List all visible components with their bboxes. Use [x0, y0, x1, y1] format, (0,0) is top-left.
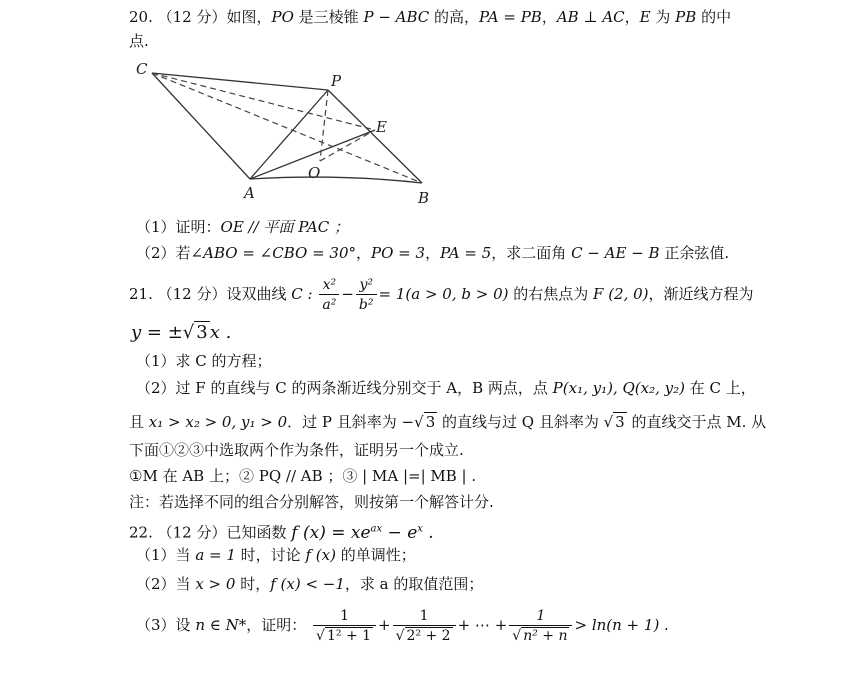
- q22-math: + ⋯ +: [457, 616, 508, 634]
- q20-part1: [136, 216, 349, 238]
- q21-text: ．过 P 且斜率为 −: [287, 413, 415, 431]
- q20-text: ，: [356, 244, 372, 262]
- edge-ca: [152, 73, 250, 179]
- q20-math: P − ABC: [363, 8, 430, 26]
- q22-part3: [136, 602, 669, 648]
- q21-text: 的直线交于点 M. 从: [626, 413, 767, 431]
- q20-text: ，: [425, 244, 441, 262]
- q21-text: 的直线与过 Q 且斜率为: [437, 413, 604, 431]
- q21-part1: （1）求 C 的方程；: [136, 352, 272, 370]
- q21-math: 3: [425, 413, 436, 431]
- q21-text: 且: [129, 413, 149, 431]
- q22-text: ，证明：: [246, 616, 307, 634]
- q22-math: a = 1: [195, 546, 236, 564]
- q22-part2: [136, 573, 483, 595]
- q21-frac-x: $\frac{\text{x²}}{\text{a²}}$: [319, 276, 339, 315]
- q20-text: 的中: [696, 8, 732, 26]
- q20-text: ，: [541, 8, 557, 26]
- q20-text: 的高，: [429, 8, 480, 26]
- q21-stem-line1: [129, 274, 754, 315]
- q20-part1-prefix: （1）证明：: [136, 218, 221, 236]
- q21-text: 设双曲线: [226, 285, 292, 303]
- q21-part2-line2: 且 x₁ > x₂ > 0, y₁ > 0．过 P 且斜率为 −√ 3 的直线与过 Q 且斜率为 √ 3 的直线交于点 M. 从: [129, 413, 767, 431]
- q21-part2-line1: [136, 377, 756, 399]
- q22-term3: $\frac{1}{\text{√ n² + n}}$: [509, 607, 572, 646]
- edge-ce-hidden: [152, 73, 375, 130]
- q22-math: +: [378, 616, 391, 634]
- q22-text: 时，讨论: [235, 546, 306, 564]
- label-a: A: [244, 184, 255, 202]
- q20-text: 如图，: [226, 8, 272, 26]
- q22-text: 已知函数: [226, 523, 292, 542]
- q22-math: > ln(n + 1) .: [574, 616, 669, 634]
- q22-term2: $\frac{1}{\text{√ 2² + 2}}$: [393, 607, 456, 646]
- q21-math: 3: [196, 322, 208, 343]
- q21-math: = 1(a > 0, b > 0): [378, 285, 509, 303]
- q20-text: ，: [624, 8, 640, 26]
- q22-math: n ∈ N*: [195, 616, 247, 634]
- q21-text: （2）过 F 的直线与 C 的两条渐近线分别交于 A，B 两点，点: [136, 379, 553, 397]
- q22-part1: [136, 544, 416, 566]
- q21-math: P(x₁, y₁), Q(x₂, y₂): [552, 379, 685, 397]
- q21-math: C :: [291, 285, 313, 303]
- q21-text: 的右焦点为: [508, 285, 594, 303]
- q20-math: AB ⊥ AC: [556, 8, 625, 26]
- q22-number: 22.: [129, 523, 153, 542]
- q20-text: 正余弦值.: [659, 244, 730, 262]
- q20-part1-body: OE // 平面 PAC ；: [220, 218, 349, 236]
- q22-term1: $\frac{1}{\text{√ 1² + 1}}$: [313, 607, 376, 646]
- q21-number: 21.: [129, 285, 153, 303]
- label-e: E: [376, 118, 387, 136]
- q20-stem-line1: [129, 6, 731, 28]
- edge-ab: [250, 177, 422, 183]
- q21-math: x₁ > x₂ > 0, y₁ > 0: [148, 413, 288, 431]
- q20-score: （12 分）: [157, 8, 227, 26]
- q20-math: PO: [271, 8, 294, 26]
- q22-text: 时，: [235, 575, 271, 593]
- q22-text: （1）当: [136, 546, 196, 564]
- q21-frac-y: $\frac{\text{y²}}{\text{b²}}$: [356, 276, 377, 315]
- q20-text: ，求二面角: [491, 244, 572, 262]
- q20-text: 为: [650, 8, 676, 26]
- q22-text: （2）当: [136, 575, 196, 593]
- q22-math: x > 0: [195, 575, 236, 593]
- q21-math: F (2, 0): [593, 285, 649, 303]
- q21-math: 3: [615, 413, 625, 431]
- q20-math: PB: [675, 8, 697, 26]
- q20-number: 20.: [129, 8, 153, 26]
- q22-text: （3）设: [136, 616, 196, 634]
- q22-stem: [129, 518, 434, 544]
- q20-math: PA = PB: [479, 8, 542, 26]
- q21-asymptote: y = ±√ 3 x .: [131, 322, 232, 343]
- q20-math: C − AE − B: [571, 244, 660, 262]
- edge-oe-hidden: [320, 130, 375, 161]
- q21-note: 注：若选择不同的组合分别解答，则按第一个解答计分.: [129, 493, 494, 511]
- q20-math: ∠ABO = ∠CBO = 30°: [190, 244, 356, 262]
- q21-score: （12 分）: [157, 285, 227, 303]
- q22-text: 的单调性；: [335, 546, 416, 564]
- pyramid-figure: [130, 58, 430, 208]
- q22-math: f (x) < −1: [270, 575, 345, 593]
- q20-text: （2）若: [136, 244, 191, 262]
- label-p: P: [331, 72, 342, 90]
- q22-math: f (x): [305, 546, 336, 564]
- label-b: B: [418, 189, 430, 207]
- q21-math: −: [341, 285, 354, 303]
- q21-text: ，渐近线方程为: [648, 285, 754, 303]
- q21-line5: ①M 在 AB 上；② PQ // AB ；③ | MA |=| MB | .: [129, 467, 477, 485]
- q20-math: E: [639, 8, 651, 26]
- q22-function: f $(x) = xe^{ax} - e^x$ .: [291, 522, 434, 543]
- edge-cp: [152, 73, 328, 90]
- q22-text: ，求 a 的取值范围；: [344, 575, 484, 593]
- q20-math: PA = 5: [440, 244, 492, 262]
- q20-text: 是三棱锥: [293, 8, 364, 26]
- q20-math: PO = 3: [371, 244, 426, 262]
- edge-pb: [328, 90, 422, 183]
- q22-score: （12 分）: [157, 523, 227, 542]
- q20-part2: [136, 242, 729, 264]
- q21-math: y = ±: [131, 322, 183, 343]
- q21-math: x .: [209, 322, 232, 343]
- q21-line4: 下面①②③中选取两个作为条件，证明另一个成立.: [129, 441, 464, 459]
- label-c: C: [136, 60, 148, 78]
- q20-stem-line2: 点.: [129, 32, 149, 50]
- label-o: O: [308, 164, 321, 182]
- q21-text: 在 C 上，: [685, 379, 756, 397]
